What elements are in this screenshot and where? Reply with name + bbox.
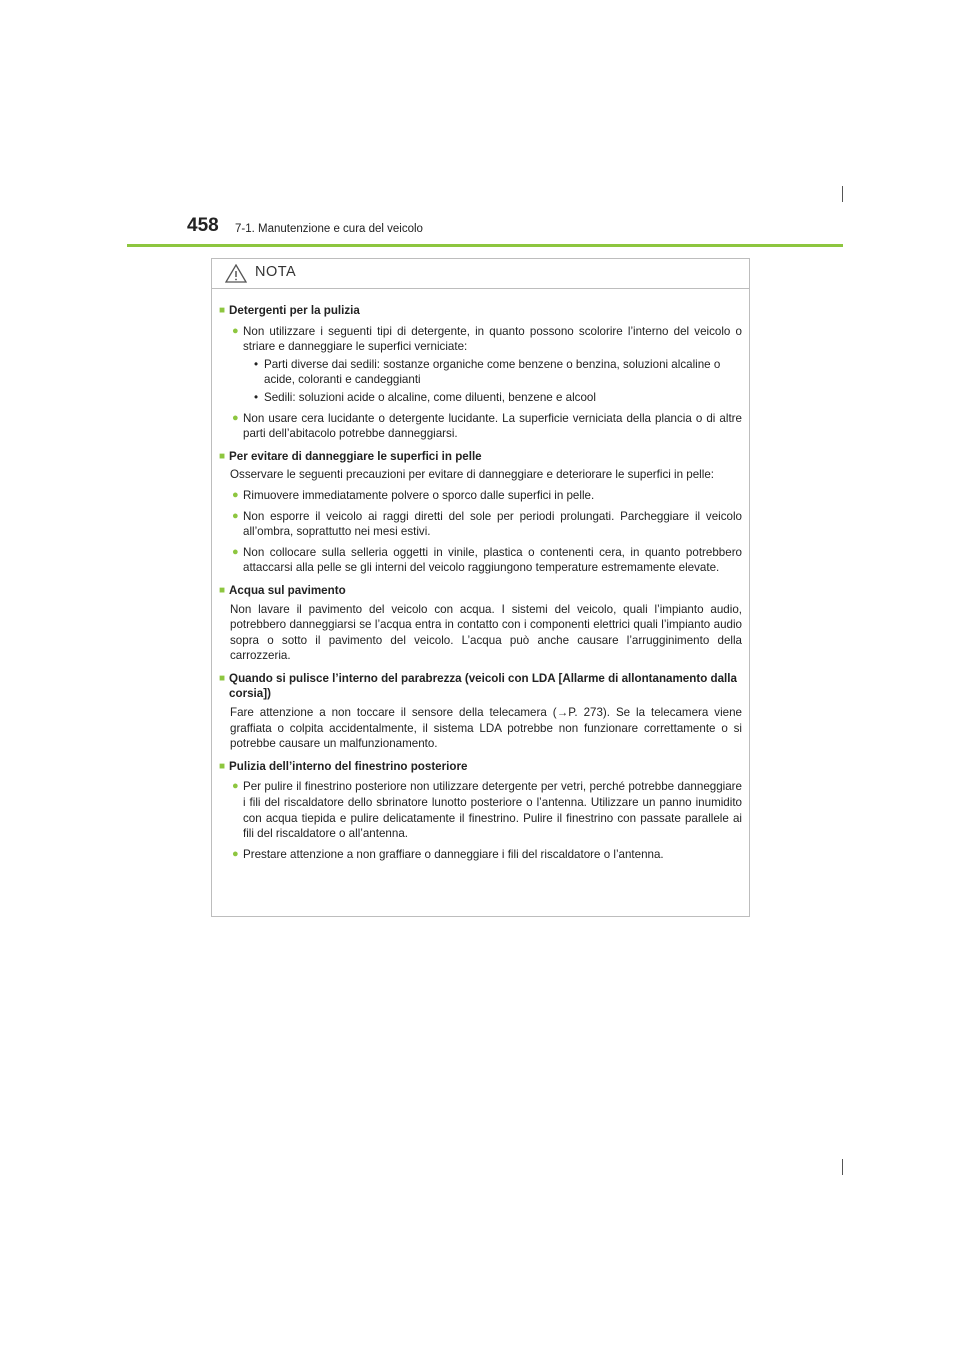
circle-bullet-icon: ● (232, 509, 239, 522)
list-item: ● Non utilizzare i seguenti tipi di detergente, in quanto possono scolorire l’interno del veicolo o striare e danneggiare le superfici verniciate: (232, 324, 742, 354)
sub-list-item: • Sedili: soluzioni acide o alcaline, come diluenti, benzene e alcool (254, 390, 596, 404)
section-cleaning-detergents (219, 303, 742, 442)
notice-header (212, 259, 749, 289)
list-item: ● Per pulire il finestrino posteriore non utilizzare detergente per vetri, perché potrebbe danneggiare i fili del riscaldatore dello sbrinatore lunotto posteriore o l’antenna. Utilizzare un panno inumidito con acqua tiepida e pulire delicatamente il finestrino. Pulire il finestrino con passate parallele ai fili del riscaldatore o all’antenna. (232, 780, 742, 841)
crop-mark-top (842, 186, 843, 202)
list-item: ● Rimuovere immediatamente polvere o sporco dalle superfici in pelle. (232, 488, 595, 502)
square-bullet-icon: ■ (219, 450, 226, 462)
list-item: ● Non usare cera lucidante o detergente lucidante. La superficie verniciata della plancia o di altre parti dell’abitacolo potrebbe danneggiarsi. (232, 411, 742, 441)
section-paragraph: Non lavare il pavimento del veicolo con acqua. I sistemi del veicolo, quali l’impianto audio, potrebbero danneggiarsi se l’acqua entra in contatto con i componenti elettrici quali l’impianto audio sopra o sotto il pavimento del veicolo. L’acqua può anche causare l’arrugginimento della carrozzeria. (230, 602, 742, 663)
notice-box (211, 258, 750, 917)
section-heading: ■ Acqua sul pavimento (219, 583, 346, 597)
page-number: 458 (187, 215, 219, 236)
list-item: ● Non esporre il veicolo ai raggi diretti del sole per periodi prolungati. Parcheggiare il veicolo all’ombra, soprattutto nei mesi estivi. (232, 509, 742, 539)
section-heading: ■ Detergenti per la pulizia (219, 304, 360, 317)
section-leather-care (219, 449, 742, 576)
circle-bullet-icon: ● (232, 847, 239, 860)
crop-mark-bottom (842, 1159, 843, 1175)
section-heading: ■ Pulizia dell’interno del finestrino posteriore (219, 759, 468, 773)
header-rule (127, 244, 843, 247)
warning-triangle-icon (225, 264, 247, 283)
list-item: ● Prestare attenzione a non graffiare o danneggiare i fili del riscaldatore o l’antenna. (232, 847, 664, 861)
circle-bullet-icon: ● (232, 780, 239, 793)
sub-list-item: • Parti diverse dai sedili: sostanze organiche come benzene o benzina, soluzioni alcaline o acide, coloranti e candeggianti (254, 357, 721, 387)
section-title: 7-1. Manutenzione e cura del veicolo (235, 223, 423, 235)
notice-body (212, 289, 749, 862)
section-windshield-interior (219, 671, 742, 752)
list-item: ● Non collocare sulla selleria oggetti in vinile, plastica o contenenti cera, in quanto potrebbero attaccarsi alla pelle se gli interni del veicolo raggiungono temperature estremamente elevate. (232, 545, 742, 575)
circle-bullet-icon: ● (232, 324, 239, 337)
square-bullet-icon: ■ (219, 672, 226, 684)
dot-bullet-icon: • (254, 390, 259, 404)
circle-bullet-icon: ● (232, 411, 239, 424)
section-rear-window (219, 759, 742, 863)
circle-bullet-icon: ● (232, 488, 239, 501)
section-paragraph: Osservare le seguenti precauzioni per evitare di danneggiare e deteriorare le superfici in pelle: (230, 468, 714, 482)
circle-bullet-icon: ● (232, 545, 239, 558)
section-heading: ■ Per evitare di danneggiare le superfici in pelle (219, 449, 482, 463)
square-bullet-icon: ■ (219, 760, 226, 772)
section-paragraph: Fare attenzione a non toccare il sensore della telecamera (→P. 273). Se la telecamera viene graffiata o colpita accidentalmente, il sistema LDA potrebbe non funzionare correttamente o si potrebbe causare un malfunzionamento. (230, 706, 742, 751)
square-bullet-icon: ■ (219, 584, 226, 596)
dot-bullet-icon: • (254, 357, 259, 371)
square-bullet-icon: ■ (219, 305, 226, 316)
section-heading: ■ Quando si pulisce l’interno del parabrezza (veicoli con LDA [Allarme di allontanamento dalla corsia]) (219, 671, 737, 701)
section-water-on-floor (219, 583, 742, 664)
notice-title: NOTA (255, 264, 297, 280)
